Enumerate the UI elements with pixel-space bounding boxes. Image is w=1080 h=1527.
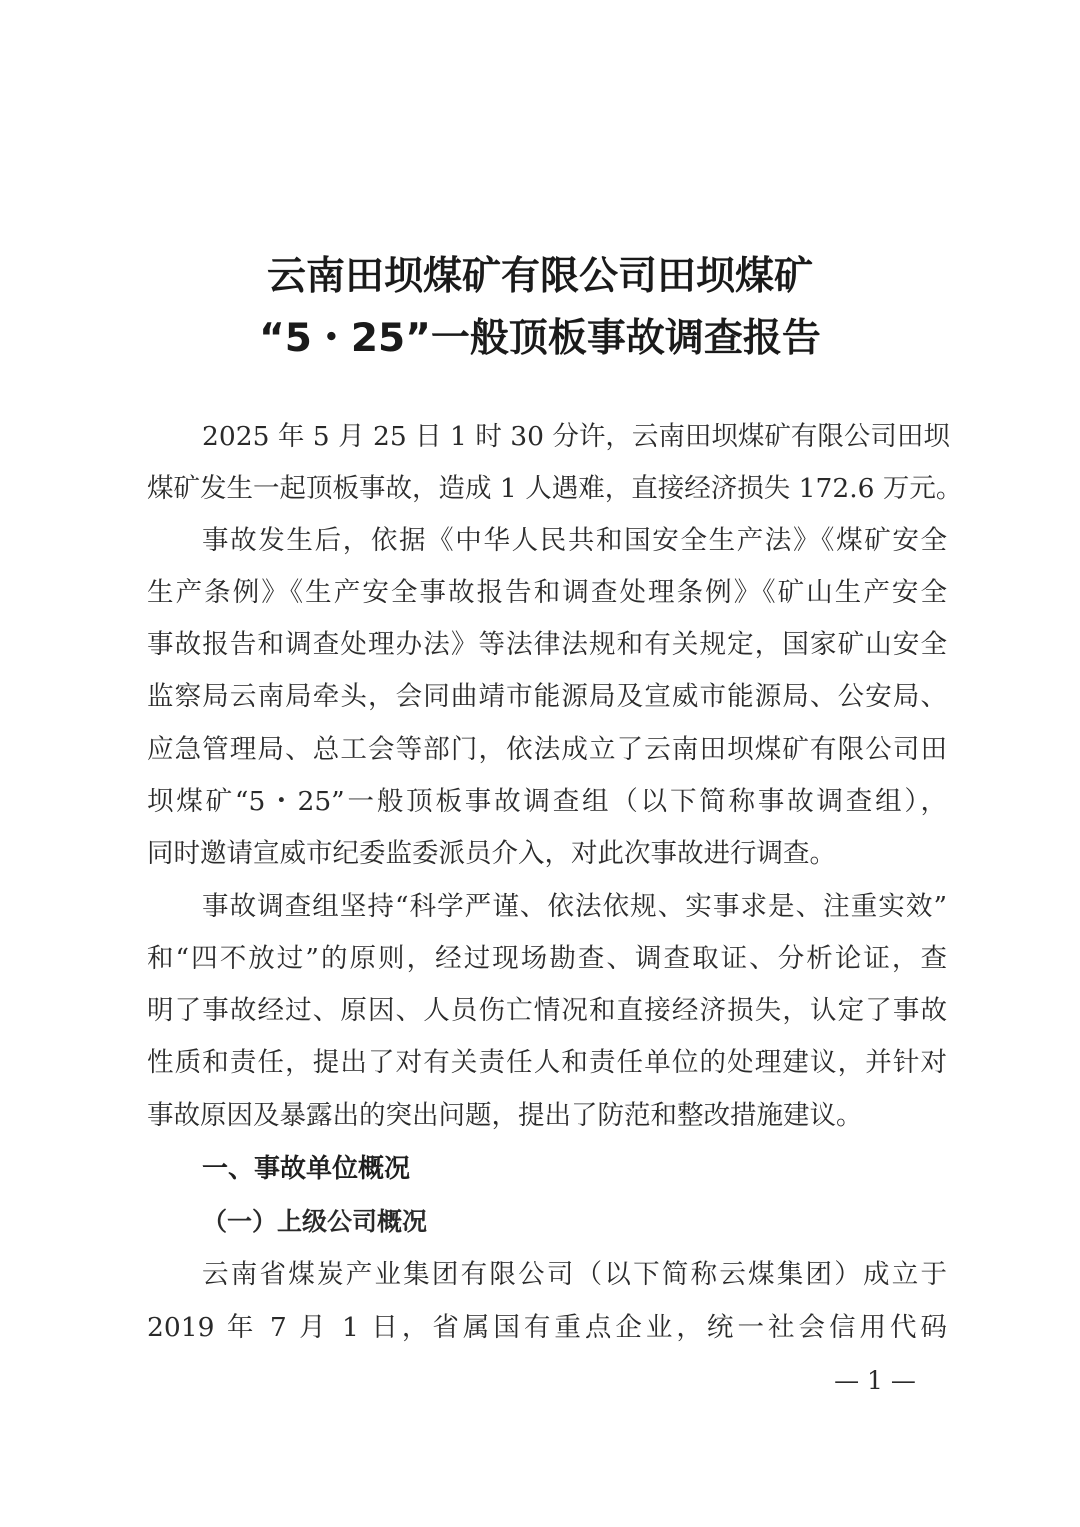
body-line: 事故调查组坚持“科学严谨、依法依规、实事求是、注重实效” (202, 891, 947, 922)
body-line: 监察局云南局牵头，会同曲靖市能源局及宣威市能源局、公安局、 (147, 681, 947, 712)
body-line: 应急管理局、总工会等部门，依法成立了云南田坝煤矿有限公司田 (147, 734, 947, 765)
report-title-line-2: “5・25”一般顶板事故调查报告 (259, 316, 821, 361)
body-line: 性质和责任，提出了对有关责任人和责任单位的处理建议，并针对 (147, 1047, 947, 1078)
body-line: 事故原因及暴露出的突出问题，提出了防范和整改措施建议。 (147, 1100, 863, 1131)
page-number: — 1 — (834, 1366, 916, 1395)
body-line: 事故报告和调查处理办法》等法律法规和有关规定，国家矿山安全 (147, 629, 947, 660)
body-line: 明了事故经过、原因、人员伤亡情况和直接经济损失，认定了事故 (147, 995, 947, 1026)
body-line: 煤矿发生一起顶板事故，造成 1 人遇难，直接经济损失 172.6 万元。 (147, 473, 963, 504)
subsection-heading: （一）上级公司概况 (202, 1207, 428, 1236)
section-heading: 一、事故单位概况 (202, 1154, 411, 1184)
body-line: 云南省煤炭产业集团有限公司（以下简称云煤集团）成立于 (202, 1259, 947, 1290)
body-line: 同时邀请宣威市纪委监委派员介入，对此次事故进行调查。 (147, 838, 836, 869)
body-line: 和“四不放过”的原则，经过现场勘查、调查取证、分析论证，查 (147, 943, 947, 974)
body-line: 坝煤矿“5・25”一般顶板事故调查组（以下简称事故调查组）， (147, 786, 947, 817)
body-line: 事故发生后，依据《中华人民共和国安全生产法》《煤矿安全 (202, 525, 947, 556)
body-line: 2019 年 7 月 1 日，省属国有重点企业，统一社会信用代码 (147, 1312, 947, 1343)
body-line: 2025 年 5 月 25 日 1 时 30 分许，云南田坝煤矿有限公司田坝 (202, 421, 950, 452)
report-title-line-1: 云南田坝煤矿有限公司田坝煤矿 (266, 254, 813, 299)
body-line: 生产条例》《生产安全事故报告和调查处理条例》《矿山生产安全 (147, 577, 947, 608)
